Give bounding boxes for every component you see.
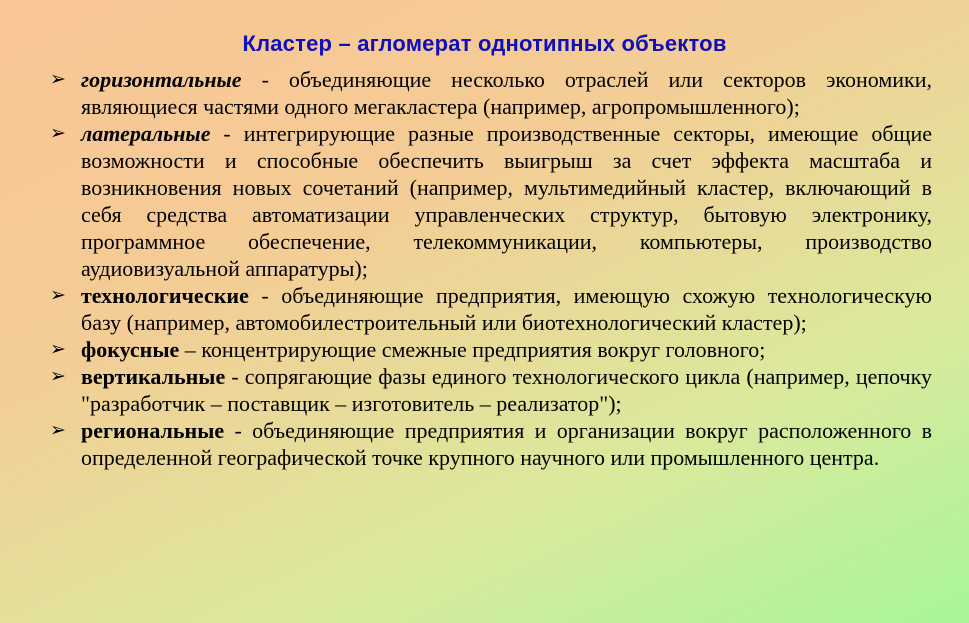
description-horizontal: - объединяющие несколько отраслей или секторов экономики, являющиеся частями одного мегакластера (например, агропромышленного); [81,67,932,119]
arrowhead-bullet-icon: ➢ [50,68,66,90]
term-regional: региональные [81,418,225,443]
description-vertical: - сопрягающие фазы единого технологического цикла (например, цепочку "разработчик – поставщик – изготовитель – реализатор"); [81,364,932,416]
list-item-focus [50,336,932,363]
description-technological: - объединяющие предприятия, имеющую схожую технологическую базу (например, автомобилестроительный или биотехнологический кластер); [81,283,932,335]
list-item-horizontal [50,66,932,120]
slide-title: Кластер – агломерат однотипных объектов [242,31,727,56]
list-item-vertical [50,363,932,417]
description-regional: - объединяющие предприятия и организации вокруг расположенного в определенной географической точке крупного научного или промышленного центра. [81,418,932,470]
list-item-technological [50,282,932,336]
term-lateral: латеральные [81,121,211,146]
arrowhead-bullet-icon: ➢ [50,284,66,306]
arrowhead-bullet-icon: ➢ [50,338,66,360]
term-focus: фокусные [81,337,180,362]
term-technological: технологические [81,283,249,308]
arrowhead-bullet-icon: ➢ [50,122,66,144]
description-lateral: - интегрирующие разные производственные секторы, имеющие общие возможности и способные обеспечить выигрыш за счет эффекта масштаба и возникновения новых сочетаний (например, мультимедийный кластер, включающий в себя средства автоматизации управленческих структур, бытовую электронику, программное обеспечение, телекоммуникации, компьютеры, производство аудиовизуальной аппаратуры); [81,121,932,281]
term-horizontal: горизонтальные [81,67,242,92]
description-focus: – концентрирующие смежные предприятия вокруг головного; [179,337,766,362]
arrowhead-bullet-icon: ➢ [50,419,66,441]
arrowhead-bullet-icon: ➢ [50,365,66,387]
list-item-lateral [50,120,932,282]
cluster-types-list [50,66,932,471]
list-item-regional [50,417,932,471]
term-vertical: вертикальные [81,364,226,389]
